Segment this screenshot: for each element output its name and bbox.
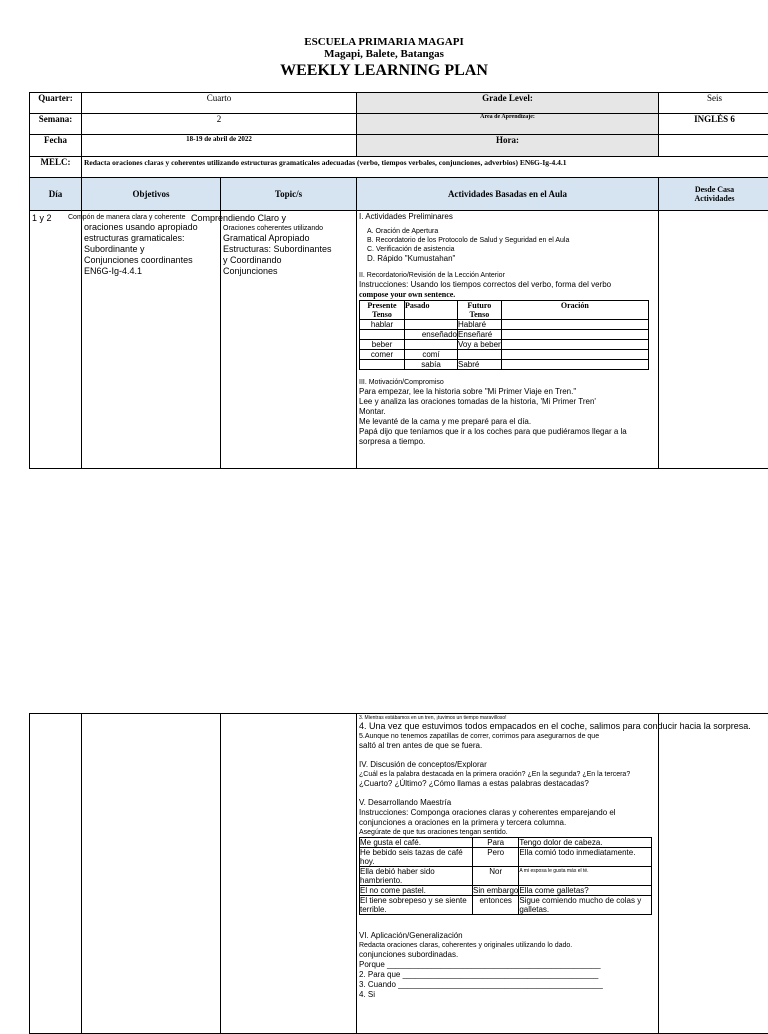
document-title: WEEKLY LEARNING PLAN [0,62,768,80]
verb-col-sentence: Oración [501,301,648,320]
home-activities-cell-2 [659,714,768,1034]
home-label-1: Desde Casa [659,185,768,194]
match-conjunction: entonces [473,896,519,915]
time-label: Hora: [357,135,659,157]
section-2-instructions-2: compose your own sentence. [359,290,656,299]
section-1-title: I. Actividades Preliminares [359,212,656,222]
day-cell [30,211,82,469]
motivation-line: Montar. [359,407,656,417]
verb-cell: comí [405,350,458,360]
time-value [659,135,768,157]
column-day: Día [30,178,82,211]
match-clause-left: El no come pastel. [360,886,473,896]
objectives-cell-2 [82,714,221,1034]
week-value: 2 [82,114,357,135]
topics-cell-2 [221,714,357,1034]
fill-blank-line: Porque ________________________________________________ [359,960,656,970]
grade-level-label: Grade Level: [357,93,659,114]
quarter-label: Quarter: [30,93,82,114]
objective-line: oraciones usando apropiado [84,222,218,233]
column-activities: Actividades Basadas en el Aula [357,178,659,211]
sentence-4-line: 4. Una vez que estuvimos todos empacados en el coche, salimos para conducir hacia la sorpresa. [359,721,656,732]
match-clause-left: Me gusta el café. [360,838,473,848]
objective-line: Subordinante y [84,244,218,255]
verb-col-present: Presente Tenso [360,301,405,320]
activity-item: D. Rápido "Kumustahan" [359,254,656,264]
verb-cell: Voy a beber [458,340,502,350]
verb-cell: comer [360,350,405,360]
motivation-line: Para empezar, lee la historia sobre "Mi Primer Viaje en Tren." [359,387,656,397]
match-conjunction: Pero [473,848,519,867]
verb-cell: sabía [405,360,458,370]
verb-cell: beber [360,340,405,350]
mastery-line: Instrucciones: Componga oraciones claras y coherentes emparejando el [359,808,656,818]
verb-cell: Enseñaré [458,330,502,340]
verb-cell: hablar [360,320,405,330]
verb-col-future: Futuro Tenso [458,301,502,320]
home-activities-cell [659,211,768,469]
application-line: Redacta oraciones claras, coherentes y originales utilizando lo dado. [359,941,656,950]
learning-area-value: INGLÉS 6 [659,114,768,135]
plan-table-page-1 [29,92,768,469]
verb-col-past: Pasado [405,301,458,320]
learning-area-label: Area de Aprendizaje: [357,114,659,135]
plan-table-page-2 [29,713,768,1034]
verb-cell [501,320,648,330]
application-line: conjunciones subordinadas. [359,950,656,960]
school-name: ESCUELA PRIMARIA MAGAPI [0,36,768,48]
activities-cell-2 [357,714,659,1034]
verb-cell [501,340,648,350]
column-topics: Topic/s [221,178,357,211]
verb-cell [501,330,648,340]
match-clause-right: Tengo dolor de cabeza. [519,838,652,848]
column-home-activities [659,178,768,211]
match-clause-left: He bebido seis tazas de café hoy. [360,848,473,867]
objective-first-line: Compón de manera clara y coherente [68,213,218,222]
fill-blank-line: 4. Si [359,990,656,1000]
objective-line: Conjunciones coordinantes [84,255,218,266]
section-2-instructions: Instrucciones: Usando los tiempos correctos del verbo, forma del verbo [359,280,656,290]
topic-small-line: Oraciones coherentes utilizando [223,224,354,233]
topic-first-line: Comprendiendo Claro y [191,213,354,224]
topic-line: y Coordinando [223,255,354,266]
fill-blank-line: 2. Para que ____________________________________________ [359,970,656,980]
verb-cell [360,330,405,340]
match-clause-right: Ella come galletas? [519,886,652,896]
verb-cell [501,350,648,360]
date-value: 18-19 de abril de 2022 [82,135,357,157]
match-clause-right: Sigue comiendo mucho de colas y galletas. [519,896,652,915]
melc-label: MELC: [30,157,82,178]
section-6-title: VI. Aplicación/Generalización [359,931,656,941]
sentence-5-line: 5.Aunque no tenemos zapatillas de correr, corrimos para asegurarnos de que [359,732,656,741]
match-conjunction: Nor [473,867,519,886]
column-objectives: Objetivos [82,178,221,211]
topic-line: Conjunciones [223,266,354,277]
day-cell-2 [30,714,82,1034]
topic-line: Estructuras: Subordinantes [223,244,354,255]
activity-item: B. Recordatorio de los Protocolo de Salud y Seguridad en el Aula [359,236,656,245]
week-label: Semana: [30,114,82,135]
date-label: Fecha [30,135,82,157]
verb-tense-table [359,300,649,370]
motivation-line: Lee y analiza las oraciones tomadas de la historia, 'Mi Primer Tren' [359,397,656,407]
motivation-line: Me levanté de la cama y me preparé para el día. [359,417,656,427]
verb-cell [405,320,458,330]
verb-cell: Hablaré [458,320,502,330]
activity-item: A. Oración de Apertura [359,227,656,236]
melc-value: Redacta oraciones claras y coherentes utilizando estructuras gramaticales adecuadas (verbo, tiempos verbales, conjunciones, adverbios) EN6G-Ig-4.4.1 [82,157,768,178]
match-clause-right: A mi esposa le gusta más el té. [519,867,652,886]
quarter-value: Cuarto [82,93,357,114]
match-conjunction: Para [473,838,519,848]
discussion-line: ¿Cuál es la palabra destacada en la primera oración? ¿En la segunda? ¿En la tercera? [359,770,656,779]
motivation-line: sorpresa a tiempo. [359,437,656,447]
match-clause-left: Ella debió haber sido hambriento. [360,867,473,886]
motivation-line: Papá dijo que teníamos que ir a los coches para que pudiéramos llegar a la [359,427,656,437]
section-4-title: IV. Discusión de conceptos/Explorar [359,760,656,770]
school-address: Magapi, Balete, Batangas [0,48,768,60]
activity-item: C. Verificación de asistencia [359,245,656,254]
grade-level-value: Seis [659,93,768,114]
mastery-line: Asegúrate de que tus oraciones tengan sentido. [359,828,656,837]
objectives-cell [82,211,221,469]
discussion-line: ¿Cuarto? ¿Último? ¿Cómo llamas a estas palabras destacadas? [359,779,656,789]
section-3-title: III. Motivación/Compromiso [359,378,656,387]
verb-cell: enseñado [405,330,458,340]
match-clause-right: Ella comió todo inmediatamente. [519,848,652,867]
topic-line: Gramatical Apropiado [223,233,354,244]
verb-cell [501,360,648,370]
sentence-3-line: 3. Mientras estábamos en un tren, ¡tuvimos un tiempo maravilloso! [359,715,656,721]
home-label-2: Actividades [659,194,768,203]
objective-line: estructuras gramaticales: [84,233,218,244]
match-conjunction: Sin embargo [473,886,519,896]
verb-cell [458,350,502,360]
section-2-title: II. Recordatorio/Revisión de la Lección Anterior [359,271,656,280]
activities-cell [357,211,659,469]
section-5-title: V. Desarrollando Maestría [359,798,656,808]
match-clause-left: El tiene sobrepeso y se siente terrible. [360,896,473,915]
day-value: 1 y 2 [32,213,52,223]
verb-cell: Sabré [458,360,502,370]
fill-blank-line: 3. Cuando ______________________________________________ [359,980,656,990]
objective-line: EN6G-Ig-4.4.1 [84,266,218,277]
verb-cell [360,360,405,370]
sentence-5-line-2: saltó al tren antes de que se fuera. [359,741,656,751]
mastery-line: conjunciones a oraciones en la primera y tercera columna. [359,818,656,828]
conjunction-match-table [359,837,652,915]
verb-cell [405,340,458,350]
topics-cell [221,211,357,469]
